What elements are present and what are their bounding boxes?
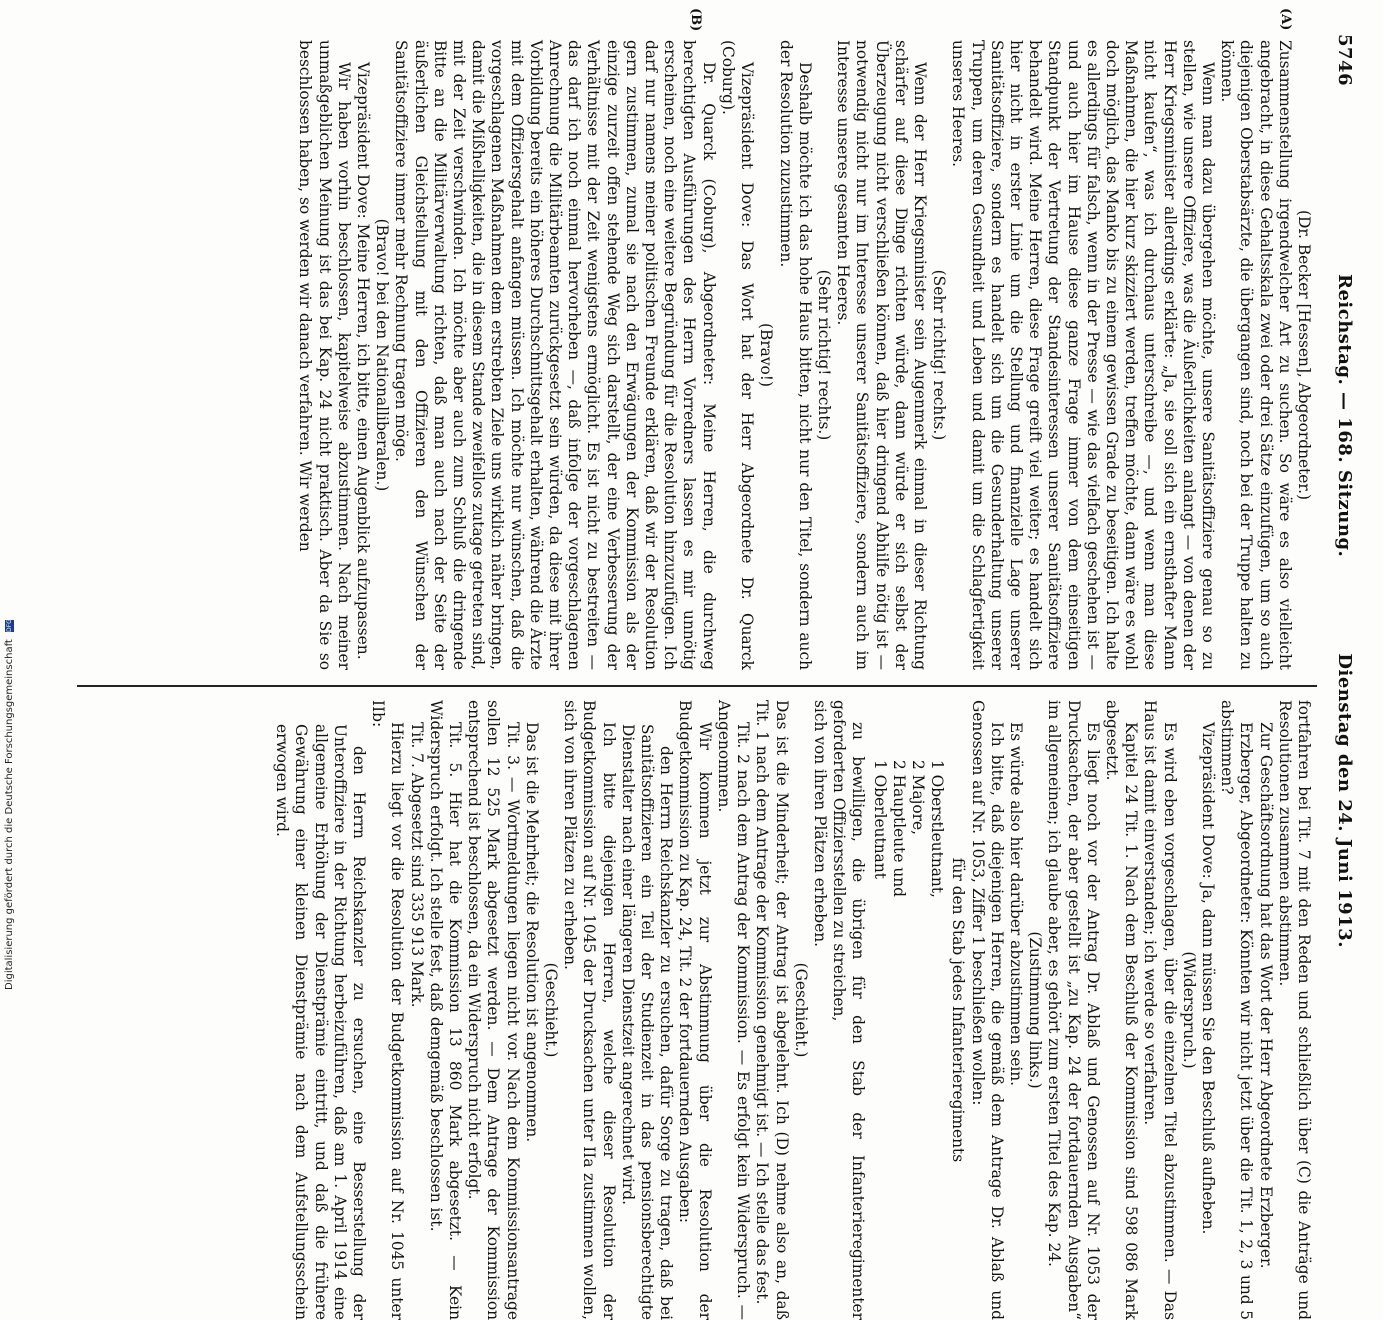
page-number: 5746 [1334, 34, 1355, 87]
margin-mark-b: (B) [688, 8, 703, 32]
resolution-text: den Herrn Reichskanzler zu ersuchen, eine Besserstellung der Unteroffiziere in der Richtung herbeizuführen, daß am 1. April 1914 eine allgemeine Erhöhung der Dienstprämie eintritt, und daß die frühere Gewährung einer kleinen Dienstprämie nach dem Aufstellungsschein erwogen wird. [273, 724, 369, 1320]
paragraph: Das ist die Mehrheit; die Resolution ist angenommen. [522, 722, 541, 1143]
interjection: (Bravo! bei den Nationalliberalen.) [373, 218, 392, 492]
paragraph: Hierzu liegt vor die Resolution der Budgetkommission auf Nr. 1045 unter IIb: [369, 700, 407, 1320]
list-item: 1 Oberstleutnant, [928, 760, 947, 898]
margin-mark-a: (A) [1278, 8, 1293, 31]
paragraph: Wir kommen jetzt zur Abstimmung über die Resolution der Budgetkommission zu Kap. 24, Tit. 2 der fortdauernden Ausgaben: [676, 700, 714, 1320]
interjection: (Sehr richtig! rechts.) [930, 269, 949, 441]
interjection: (Zustimmung links.) [1026, 931, 1045, 1089]
credit-text: Digitalisierung gefördert durch die Deutsche Forschungsgemeinschaft [4, 639, 15, 990]
paragraph: Tit. 5. Hier hat die Kommission 13 860 Mark abgesetzt. — Kein Widerspruch erfolgt. Ich stelle fest, daß demgemäß beschlossen ist. [426, 700, 465, 1320]
interjection: (Geschieht.) [791, 962, 810, 1058]
list-intro: für den Stab jedes Infanterieregiments [949, 857, 968, 1163]
right-column [272, 700, 1313, 1320]
dfg-logo: DFG [5, 619, 13, 632]
paragraph: Wenn man dazu übergehen möchte, unsere Sanitätsoffiziere genau so zu stellen, wie unsere Offiziere, was die Äußerlichkeiten anlangt — von denen der Herr Kriegsminister allerdings erklärte: „Ja, sie soll sich ein ernsthafter Mann nicht kaufen“, was ich durchaus unterschreibe —, und wenn man diese Maßnahmen, die hier kurz skizziert werden, treffen möchte, dann wäre es wohl doch möglich, das Manko bis zu einem gewissen Grade zu beseitigen. Ich halte es allerdings für falsch, wenn in der Presse — wie das vielfach geschehen ist — und auch hier im Hause diese ganze Frage immer von dem einseitigen Standpunkt der Vertretung der Standesinteressen unserer Sanitätsoffiziere behandelt wird. Meine Herren, diese Frage greift viel weiter; es handelt sich hier nicht in erster Linie um die Stellung und finanzielle Lage unserer Sanitätsoffiziere, sondern es handelt sich um die Gesunderhaltung unserer Truppen, um deren Gesundheit und Leben und damit um die Schlagfertigkeit unseres Heeres. [949, 40, 1217, 670]
header-title: Reichstag. — 168. Sitzung. [1334, 274, 1355, 558]
paragraph: Ich bitte diejenigen Herren, welche dieser Resolution der Budgetkommission auf Nr. 1045 der Drucksachen unter IIa zustimmen wollen, sich von ihren Plätzen zu erheben. [561, 700, 618, 1320]
list-item: 2 Majore, [908, 760, 927, 836]
paragraph: Das ist die Minderheit; der Antrag ist abgelehnt. Ich (D) nehme also an, daß Tit. 1 nach dem Antrage der Kommission genehmigt ist. — Ich stelle das fest. [753, 700, 791, 1320]
interjection: (Geschieht.) [542, 962, 561, 1058]
paragraph: sich von ihren Plätzen erheben. [810, 700, 829, 948]
paragraph: Tit. 2 nach dem Antrag der Kommission. — Es erfolgt kein Widerspruch. — Angenommen. [714, 700, 753, 1320]
paragraph: Vizepräsident Dove: Meine Herren, ich bitte, einen Augenblick aufzupassen. [354, 62, 373, 660]
paragraph: zu bewilligen, die übrigen für den Stab der Infanterieregimenter geforderten Offiziersstellen zu streichen, [830, 700, 868, 1320]
paragraph: Erzberger, Abgeordneter: Könnten wir nicht jetzt über die Tit. 1, 2, 3 und 5 abstimmen? [1218, 700, 1256, 1320]
paragraph: fortfahren bei Tit. 7 mit den Reden und schließlich über (C) die Anträge und Resolutionen zusammen abstimmen. [1275, 700, 1313, 1320]
header-date: Dienstag den 24. Juni 1913. [1334, 653, 1355, 948]
speaker-line: (Dr. Becker [Hessen], Abgeordneter.) [1295, 210, 1313, 500]
left-column [295, 40, 1313, 670]
paragraph: Wenn der Herr Kriegsminister sein Augenmerk einmal in dieser Richtung schärfer auf diese Dinge richten würde, dann würde er sich selbst der Überzeugung nicht verschließen können, daß hier dringend Abhilfe nötig ist — notwendig nicht nur im Interesse unserer Sanitätsoffiziere, sondern auch im Interesse unseres gesamten Heeres. [834, 40, 929, 670]
interjection: (Widerspruch.) [1179, 951, 1198, 1069]
paragraph: Wir haben vorhin beschlossen, kapitelweise abzustimmen. Nach meiner unmaßgeblichen Meinung ist das bei Kap. 24 nicht praktisch. Aber da Sie so beschlossen haben, so werden wir danach verfahren. Wir werden [296, 40, 353, 670]
paragraph: Es liegt noch vor der Antrag Dr. Ablaß und Genossen auf Nr. 1053 der Drucksachen, der aber gestellt ist „zu Kap. 24 der fortdauernden Ausgaben“ im allgemeinen; ich glaube aber, es gehört zum ersten Titel des Kap. 24. [1045, 700, 1102, 1320]
paragraph: Tit. 7. Abgesetzt sind 335 913 Mark. [407, 722, 426, 1008]
officer-list [869, 760, 946, 1320]
interjection: (Bravo!) [757, 323, 776, 387]
paragraph: Vizepräsident Dove: Das Wort hat der Herr Abgeordnete Dr. Quarck (Coburg). [718, 40, 757, 670]
paragraph: Deshalb möchte ich das hohe Haus bitten, nicht nur den Titel, sondern auch der Resolution zuzustimmen. [776, 40, 814, 670]
page-header [1329, 34, 1355, 966]
paragraph: Dr. Quarck (Coburg), Abgeordneter: Meine Herren, die durchweg berechtigten Ausführungen des Herrn Vorredners lassen es mir unnötig erscheinen, noch eine weitere Begründung für die Resolution hinzuzufügen. Ich darf nur namens meiner politischen Freunde erklären, daß wir der Resolution gern zustimmen, zumal sie nach den Erwägungen der Kommission als der einzige zurzeit offen stehende Weg sich darstellt, der eine Verbesserung der Verhältnisse mit der Zeit wenigstens ermöglicht. Es ist nicht zu bestreiten — das darf ich noch einmal hervorheben —, daß infolge der vorgeschlagenen Anrechnung die Militärbeamten zurückgesetzt sein würden, da diese mit ihrer Vorbildung bereits ein höheres Durchschnittsgehalt erhalten, während die Ärzte mit dem Offiziersgehalt anfangen müssen. Ich möchte nur wünschen, daß die vorgeschlagenen Maßnahmen dem erstrebten Ziele uns wirklich näher bringen, damit die Mißhelligkeiten, die in diesem Stande zweifellos zutage getreten sind, mit der Zeit verschwinden. Ich möchte aber auch zum Schluß die dringende Bitte an die Militärverwaltung richten, daß man auch nach der Seite der äußerlichen Gleichstellung mit den Offizieren den Wünschen der Sanitätsoffiziere immer mehr Rechnung tragen möge. [392, 40, 718, 670]
list-item: 1 Oberleutnant [870, 760, 889, 879]
paragraph: Tit. 3. — Wortmeldungen liegen nicht vor. Nach dem Kommissionsantrage sollen 12 525 Mark abgesetzt werden. — Dem Antrage der Kommission entsprechend ist beschlossen, da ein Widerspruch nicht erfolgt. [465, 700, 522, 1320]
paragraph: Vizepräsident Dove: Ja, dann müssen Sie den Beschluß aufheben. [1198, 722, 1217, 1235]
paragraph: Es würde also hier darüber abzustimmen sein. [1006, 722, 1025, 1087]
paragraph: Zusammenstellung irgendwelcher Art zu suchen. So wäre es also vielleicht angebracht, in diese Gehaltsskala zwei oder drei Sätze einzufügen, um so auch diejenigen Oberstabsärzte, die übergangen sind, noch bei der Truppe halten zu können. [1218, 40, 1294, 670]
resolution-text: den Herrn Reichskanzler zu ersuchen, dafür Sorge zu tragen, daß bei Sanitätsoffizieren ein Teil der Studienzeit in das pensionsberechtigte Dienstalter nach einer längeren Dienstzeit angerechnet wird. [618, 724, 676, 1320]
digitization-credit [4, 610, 16, 990]
column-divider [77, 685, 1317, 687]
paragraph: Zur Geschäftsordnung hat das Wort der Herr Abgeordnete Erzberger. [1256, 722, 1275, 1269]
interjection: (Sehr richtig! rechts.) [814, 269, 833, 441]
paragraph: Kapitel 24 Tit. 1. Nach dem Beschluß der Kommission sind 598 086 Mark abgesetzt. [1102, 700, 1141, 1320]
paragraph: Es wird eben vorgeschlagen, über die einzelnen Titel abzustimmen. — Das Haus ist damit einverstanden; ich werde so verfahren. [1141, 700, 1179, 1320]
list-item: 2 Hauptleute und [889, 760, 908, 898]
paragraph: Ich bitte, daß diejenigen Herren, die gemäß dem Antrage Dr. Ablaß und Genossen auf Nr. 1053, Ziffer 1 beschließen wollen: [968, 700, 1006, 1320]
